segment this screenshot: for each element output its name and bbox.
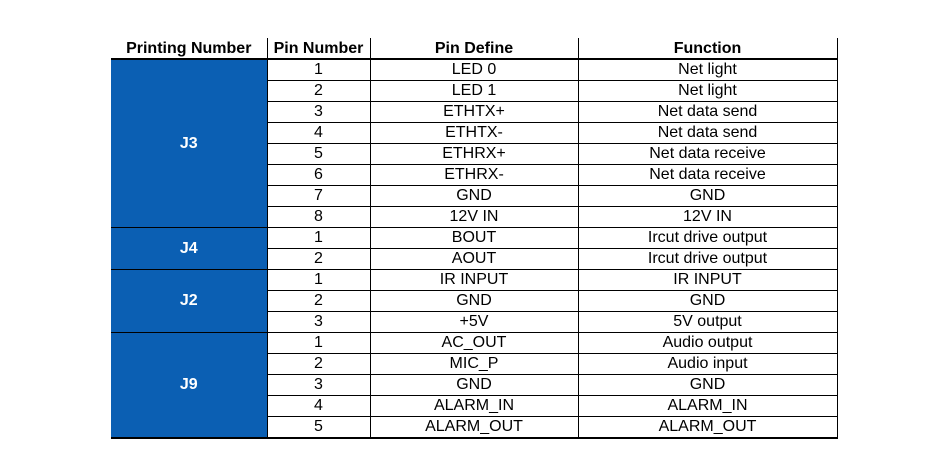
pin-define-cell: GND bbox=[370, 186, 578, 207]
pin-number-cell: 4 bbox=[267, 123, 370, 144]
function-cell: Audio output bbox=[578, 333, 837, 354]
pin-number-cell: 4 bbox=[267, 396, 370, 417]
pin-number-cell: 1 bbox=[267, 59, 370, 81]
header-printing-number: Printing Number bbox=[111, 38, 267, 59]
table-row bbox=[111, 270, 837, 291]
pin-number-cell: 2 bbox=[267, 249, 370, 270]
pin-define-cell: AOUT bbox=[370, 249, 578, 270]
pin-definition-table bbox=[111, 38, 838, 439]
printing-number-cell: J9 bbox=[111, 333, 267, 439]
function-cell: ALARM_OUT bbox=[578, 417, 837, 439]
pin-number-cell: 8 bbox=[267, 207, 370, 228]
printing-number-cell: J2 bbox=[111, 270, 267, 333]
printing-number-cell: J3 bbox=[111, 59, 267, 228]
function-cell: Net light bbox=[578, 59, 837, 81]
pin-define-cell: ETHTX- bbox=[370, 123, 578, 144]
pin-define-cell: ETHTX+ bbox=[370, 102, 578, 123]
pin-number-cell: 1 bbox=[267, 270, 370, 291]
printing-number-cell: J4 bbox=[111, 228, 267, 270]
table-row bbox=[111, 59, 837, 81]
pin-number-cell: 6 bbox=[267, 165, 370, 186]
pin-number-cell: 1 bbox=[267, 228, 370, 249]
function-cell: Net data send bbox=[578, 123, 837, 144]
pin-define-cell: BOUT bbox=[370, 228, 578, 249]
function-cell: Net data receive bbox=[578, 165, 837, 186]
function-cell: GND bbox=[578, 291, 837, 312]
table-body bbox=[111, 59, 837, 438]
header-pin-number: Pin Number bbox=[267, 38, 370, 59]
pin-define-cell: ETHRX- bbox=[370, 165, 578, 186]
function-cell: IR INPUT bbox=[578, 270, 837, 291]
function-cell: 12V IN bbox=[578, 207, 837, 228]
pin-number-cell: 5 bbox=[267, 144, 370, 165]
function-cell: Audio input bbox=[578, 354, 837, 375]
pin-number-cell: 1 bbox=[267, 333, 370, 354]
function-cell: Net light bbox=[578, 81, 837, 102]
pin-define-cell: ETHRX+ bbox=[370, 144, 578, 165]
header-row bbox=[111, 38, 837, 59]
function-cell: GND bbox=[578, 186, 837, 207]
pin-define-cell: GND bbox=[370, 291, 578, 312]
pin-define-cell: LED 0 bbox=[370, 59, 578, 81]
table-row bbox=[111, 333, 837, 354]
function-cell: GND bbox=[578, 375, 837, 396]
pin-define-cell: +5V bbox=[370, 312, 578, 333]
header-pin-define: Pin Define bbox=[370, 38, 578, 59]
pin-define-cell: ALARM_IN bbox=[370, 396, 578, 417]
function-cell: Net data receive bbox=[578, 144, 837, 165]
pin-define-cell: ALARM_OUT bbox=[370, 417, 578, 439]
pin-define-cell: MIC_P bbox=[370, 354, 578, 375]
pin-define-cell: IR INPUT bbox=[370, 270, 578, 291]
table-header bbox=[111, 38, 837, 59]
pin-define-cell: 12V IN bbox=[370, 207, 578, 228]
pin-number-cell: 2 bbox=[267, 81, 370, 102]
pin-number-cell: 2 bbox=[267, 354, 370, 375]
function-cell: Ircut drive output bbox=[578, 228, 837, 249]
pin-number-cell: 3 bbox=[267, 312, 370, 333]
pin-number-cell: 7 bbox=[267, 186, 370, 207]
function-cell: Net data send bbox=[578, 102, 837, 123]
pin-define-cell: GND bbox=[370, 375, 578, 396]
function-cell: Ircut drive output bbox=[578, 249, 837, 270]
function-cell: ALARM_IN bbox=[578, 396, 837, 417]
pin-number-cell: 3 bbox=[267, 102, 370, 123]
table-row bbox=[111, 228, 837, 249]
header-function: Function bbox=[578, 38, 837, 59]
pin-number-cell: 2 bbox=[267, 291, 370, 312]
pin-number-cell: 5 bbox=[267, 417, 370, 439]
pin-define-cell: AC_OUT bbox=[370, 333, 578, 354]
pin-number-cell: 3 bbox=[267, 375, 370, 396]
function-cell: 5V output bbox=[578, 312, 837, 333]
pin-define-cell: LED 1 bbox=[370, 81, 578, 102]
